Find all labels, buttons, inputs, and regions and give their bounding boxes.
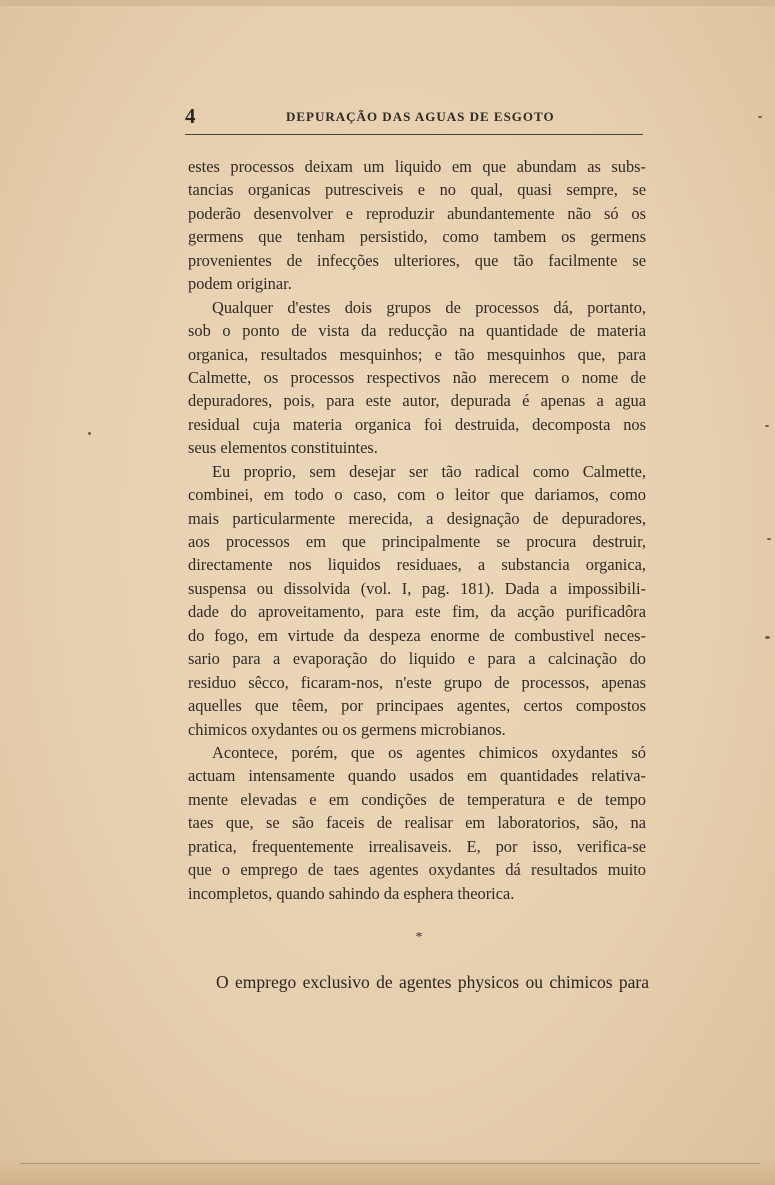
text-line: depuradores, pois, para este autor, depurada é apenas a agua bbox=[188, 391, 646, 411]
text-line: germens que tenham persistido, como tambem os germens bbox=[188, 227, 646, 247]
text-line: mente elevadas e em condições de temperatura e de tempo bbox=[188, 789, 646, 809]
text-line: organica, resultados mesquinhos; e tão mesquinhos que, para bbox=[188, 344, 646, 364]
next-section-line: O emprego exclusivo de agentes physicos ou chimicos para bbox=[216, 972, 649, 992]
text-line: provenientes de infecções ulteriores, que tão facilmente se bbox=[188, 250, 646, 270]
paper-speck bbox=[765, 636, 770, 639]
text-line: Qualquer d'estes dois grupos de processos dá, portanto, bbox=[212, 297, 646, 317]
text-line: Acontece, porém, que os agentes chimicos oxydantes só bbox=[212, 742, 646, 762]
text-line: residuo sêcco, ficaram-nos, n'este grupo de processos, apenas bbox=[188, 672, 646, 692]
text-line: Eu proprio, sem desejar ser tão radical como Calmette, bbox=[212, 461, 646, 481]
text-line: aquelles que têem, por principaes agentes, certos compostos bbox=[188, 696, 646, 716]
text-line: actuam intensamente quando usados em quantidades relativa- bbox=[188, 766, 646, 786]
page-number: 4 bbox=[185, 104, 196, 128]
text-line: dade do aproveitamento, para este fim, da acção purificadôra bbox=[188, 602, 646, 622]
text-line: podem originar. bbox=[188, 274, 292, 294]
section-separator: * bbox=[415, 930, 423, 945]
page-header bbox=[185, 104, 643, 132]
text-line: aos processos em que principalmente se procura destruir, bbox=[188, 532, 646, 551]
text-line: directamente nos liquidos residuaes, a substancia organica, bbox=[188, 555, 646, 575]
text-line: poderão desenvolver e reproduzir abundantemente não só os bbox=[188, 203, 646, 223]
text-line: seus elementos constituintes. bbox=[188, 438, 378, 458]
text-line: combinei, em todo o caso, com o leitor que dariamos, como bbox=[188, 485, 646, 505]
page-bottom-line bbox=[20, 1163, 760, 1164]
paper-speck bbox=[765, 425, 769, 427]
paper-speck bbox=[758, 116, 762, 118]
header-rule bbox=[185, 134, 643, 135]
text-line: incompletos, quando sahindo da esphera theorica. bbox=[188, 883, 515, 903]
text-line: sob o ponto de vista da reducção na quantidade de materia bbox=[188, 321, 646, 341]
text-line: mais particularmente merecida, a designação de depuradores, bbox=[188, 508, 646, 528]
text-line: pratica, frequentemente irrealisaveis. E, por isso, verifica-se bbox=[188, 836, 646, 856]
text-line: tancias organicas putresciveis e no qual, quasi sempre, se bbox=[188, 180, 646, 200]
paper-speck bbox=[767, 538, 771, 540]
text-line: do fogo, em virtude da despeza enorme de combustivel neces- bbox=[188, 625, 646, 645]
body-text bbox=[188, 155, 646, 905]
text-line: Calmette, os processos respectivos não merecem o nome de bbox=[188, 367, 646, 387]
text-line: chimicos oxydantes ou os germens microbianos. bbox=[188, 719, 506, 739]
paper-speck bbox=[88, 432, 91, 435]
text-line: estes processos deixam um liquido em que abundam as subs- bbox=[188, 157, 646, 176]
text-line: residual cuja materia organica foi destruida, decomposta nos bbox=[188, 414, 646, 434]
text-line: suspensa ou dissolvida (vol. I, pag. 181). Dada a impossibili- bbox=[188, 578, 646, 598]
text-line: taes que, se são faceis de realisar em laboratorios, são, na bbox=[188, 813, 646, 833]
page-top-edge bbox=[0, 0, 775, 6]
running-head: DEPURAÇÃO DAS AGUAS DE ESGOTO bbox=[286, 109, 555, 124]
text-line: sario para a evaporação do liquido e para a calcinação do bbox=[188, 649, 646, 669]
text-line: que o emprego de taes agentes oxydantes dá resultados muito bbox=[188, 860, 646, 880]
